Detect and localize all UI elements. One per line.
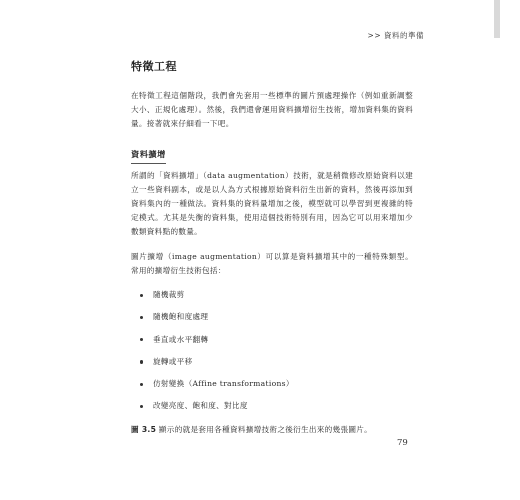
bullet-dot-icon xyxy=(140,383,143,386)
figure-reference-paragraph xyxy=(131,423,413,437)
section-title: 特徵工程 xyxy=(131,60,177,73)
technique-list xyxy=(131,289,413,412)
augmentation-paragraph: 所謂的「資料擴增」（data augmentation）技術，就是稍微修改原始資料以建立一些資料副本，或是以人為方式根據原始資料衍生出新的資料，然後再添加到資料集內的一種做法。資料集的資料量增加之後，模型就可以學習到更複雜的特定模式。尤其是失衡的資料集，使用這個技術特別有用，因為它可以用來增加少數類資料點的數量。 xyxy=(131,171,413,236)
list-item xyxy=(131,289,413,301)
list-item-text: 改變亮度、飽和度、對比度 xyxy=(153,401,248,411)
bullet-dot-icon xyxy=(140,360,143,363)
image-augmentation-paragraph: 圖片擴增（image augmentation）可以算是資料擴增其中的一種特殊類型。常用的擴增衍生技術包括： xyxy=(131,252,413,275)
list-item-text: 垂直或水平翻轉 xyxy=(153,334,209,344)
bullet-dot-icon xyxy=(140,338,143,341)
list-item xyxy=(131,311,413,323)
edge-thumb-tab xyxy=(494,0,500,38)
intro-paragraph: 在特徵工程這個階段，我們會先套用一些標準的圖片預處理操作（例如重新調整大小、正規化處理）。然後，我們還會運用資料擴增衍生技術，增加資料集的資料量。接著就來仔細看一下吧。 xyxy=(131,91,413,128)
page-content xyxy=(131,58,413,448)
subsection-heading: 資料擴增 xyxy=(131,149,166,164)
page-number: 79 xyxy=(397,438,408,448)
running-head: >> 資料的準備 xyxy=(367,31,424,40)
list-item-text: 隨機裁剪 xyxy=(153,290,185,299)
figure-reference-text: 顯示的就是套用各種資料擴增技術之後衍生出來的幾張圖片。 xyxy=(156,425,373,435)
figure-reference-label: 圖 3.5 xyxy=(131,425,157,435)
list-item xyxy=(131,334,413,346)
list-item-text: 仿射變換（Affine transformations） xyxy=(153,379,294,389)
list-item xyxy=(131,378,413,390)
bullet-dot-icon xyxy=(140,294,143,297)
list-item-text: 隨機飽和度處理 xyxy=(153,312,209,322)
list-item xyxy=(131,356,413,368)
list-item-text: 旋轉或平移 xyxy=(153,356,193,366)
bullet-dot-icon xyxy=(140,316,143,319)
list-item xyxy=(131,400,413,412)
bullet-dot-icon xyxy=(140,405,143,408)
